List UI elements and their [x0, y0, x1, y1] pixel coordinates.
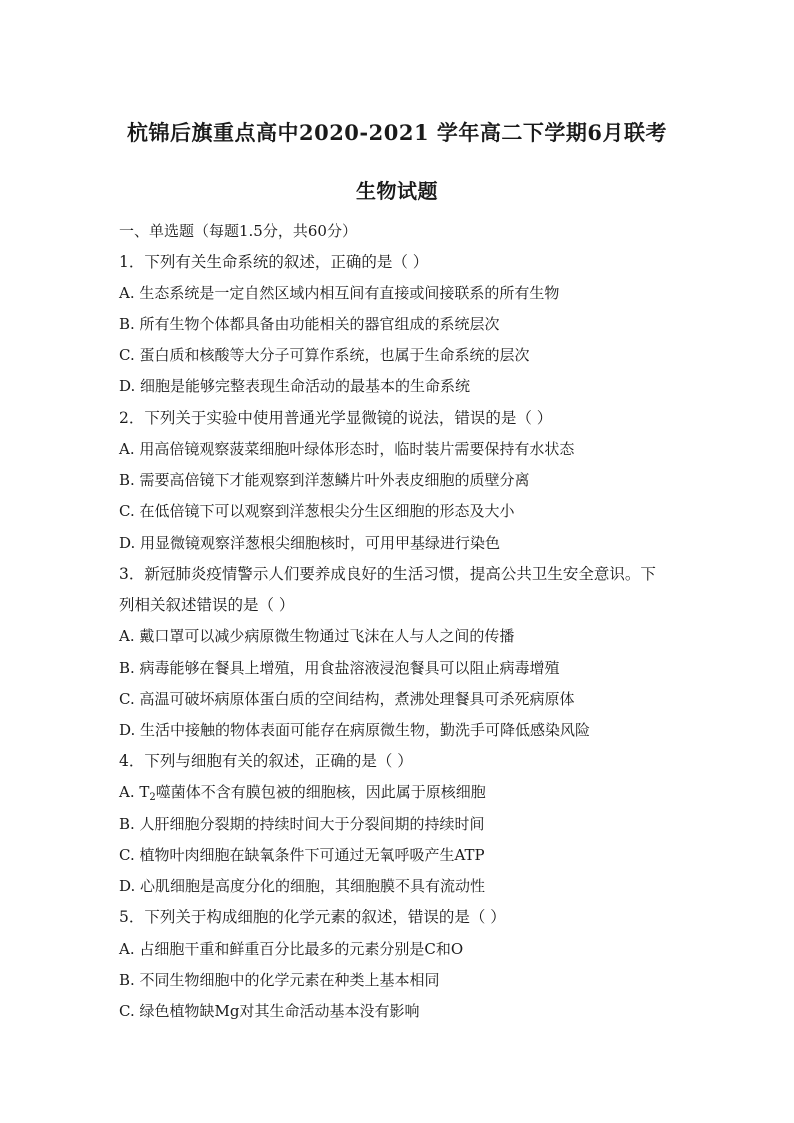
subscript-2: 2: [149, 792, 156, 803]
question-4-option-a: [119, 781, 679, 809]
question-1-option-c: C. 蛋白质和核酸等大分子可算作系统，也属于生命系统的层次: [119, 346, 530, 364]
question-2-option-b: B. 需要高倍镜下才能观察到洋葱鳞片叶外表皮细胞的质壁分离: [119, 471, 530, 489]
option-a-rest: 噬菌体不含有膜包被的细胞核，因此属于原核细胞: [155, 783, 486, 801]
question-2-option-d: D. 用显微镜观察洋葱根尖细胞核时，可用甲基绿进行染色: [119, 534, 501, 552]
question-1-option-d: D. 细胞是能够完整表现生命活动的最基本的生命系统: [119, 377, 471, 395]
question-2-option-a: A. 用高倍镜观察菠菜细胞叶绿体形态时，临时装片需要保持有水状态: [119, 440, 575, 458]
question-5-option-b: B. 不同生物细胞中的化学元素在种类上基本相同: [119, 971, 440, 989]
exam-title: 杭锦后旗重点高中2020-2021 学年高二下学期6月联考: [126, 120, 668, 145]
question-2-stem: 2．下列关于实验中使用普通光学显微镜的说法，错误的是（ ）: [119, 409, 553, 427]
question-4-stem: 4．下列与细胞有关的叙述，正确的是（ ）: [119, 752, 413, 770]
question-3-option-a: A. 戴口罩可以减少病原微生物通过飞沫在人与人之间的传播: [119, 627, 515, 645]
question-1-stem: 1．下列有关生命系统的叙述，正确的是（ ）: [119, 253, 429, 271]
question-5-option-c: C. 绿色植物缺Mg对其生命活动基本没有影响: [119, 1002, 420, 1020]
question-3-option-c: C. 高温可破坏病原体蛋白质的空间结构，煮沸处理餐具可杀死病原体: [119, 690, 575, 708]
option-a-prefix: A. T: [119, 783, 150, 801]
question-5-option-a: A. 占细胞干重和鲜重百分比最多的元素分别是C和O: [119, 940, 464, 958]
exam-subtitle: 生物试题: [356, 179, 438, 203]
section-heading: 一、单选题（每题1.5分，共60分）: [119, 222, 357, 240]
question-1-option-b: B. 所有生物个体都具备由功能相关的器官组成的系统层次: [119, 315, 500, 333]
question-2-option-c: C. 在低倍镜下可以观察到洋葱根尖分生区细胞的形态及大小: [119, 502, 515, 520]
question-1-option-a: A. 生态系统是一定自然区域内相互间有直接或间接联系的所有生物: [119, 284, 560, 302]
question-3-stem-line-1: 3．新冠肺炎疫情警示人们要养成良好的生活习惯，提高公共卫生安全意识。下: [119, 565, 656, 583]
question-5-stem: 5．下列关于构成细胞的化学元素的叙述，错误的是（ ）: [119, 908, 506, 926]
question-4-option-d: D. 心肌细胞是高度分化的细胞，其细胞膜不具有流动性: [119, 877, 486, 895]
question-3-stem-line-2: 列相关叙述错误的是（ ）: [119, 596, 295, 614]
question-4-option-c: C. 植物叶肉细胞在缺氧条件下可通过无氧呼吸产生ATP: [119, 846, 485, 864]
question-3-option-b: B. 病毒能够在餐具上增殖，用食盐溶液浸泡餐具可以阻止病毒增殖: [119, 659, 560, 677]
question-3-option-d: D. 生活中接触的物体表面可能存在病原微生物，勤洗手可降低感染风险: [119, 721, 591, 739]
question-4-option-b: B. 人肝细胞分裂期的持续时间大于分裂间期的持续时间: [119, 815, 485, 833]
